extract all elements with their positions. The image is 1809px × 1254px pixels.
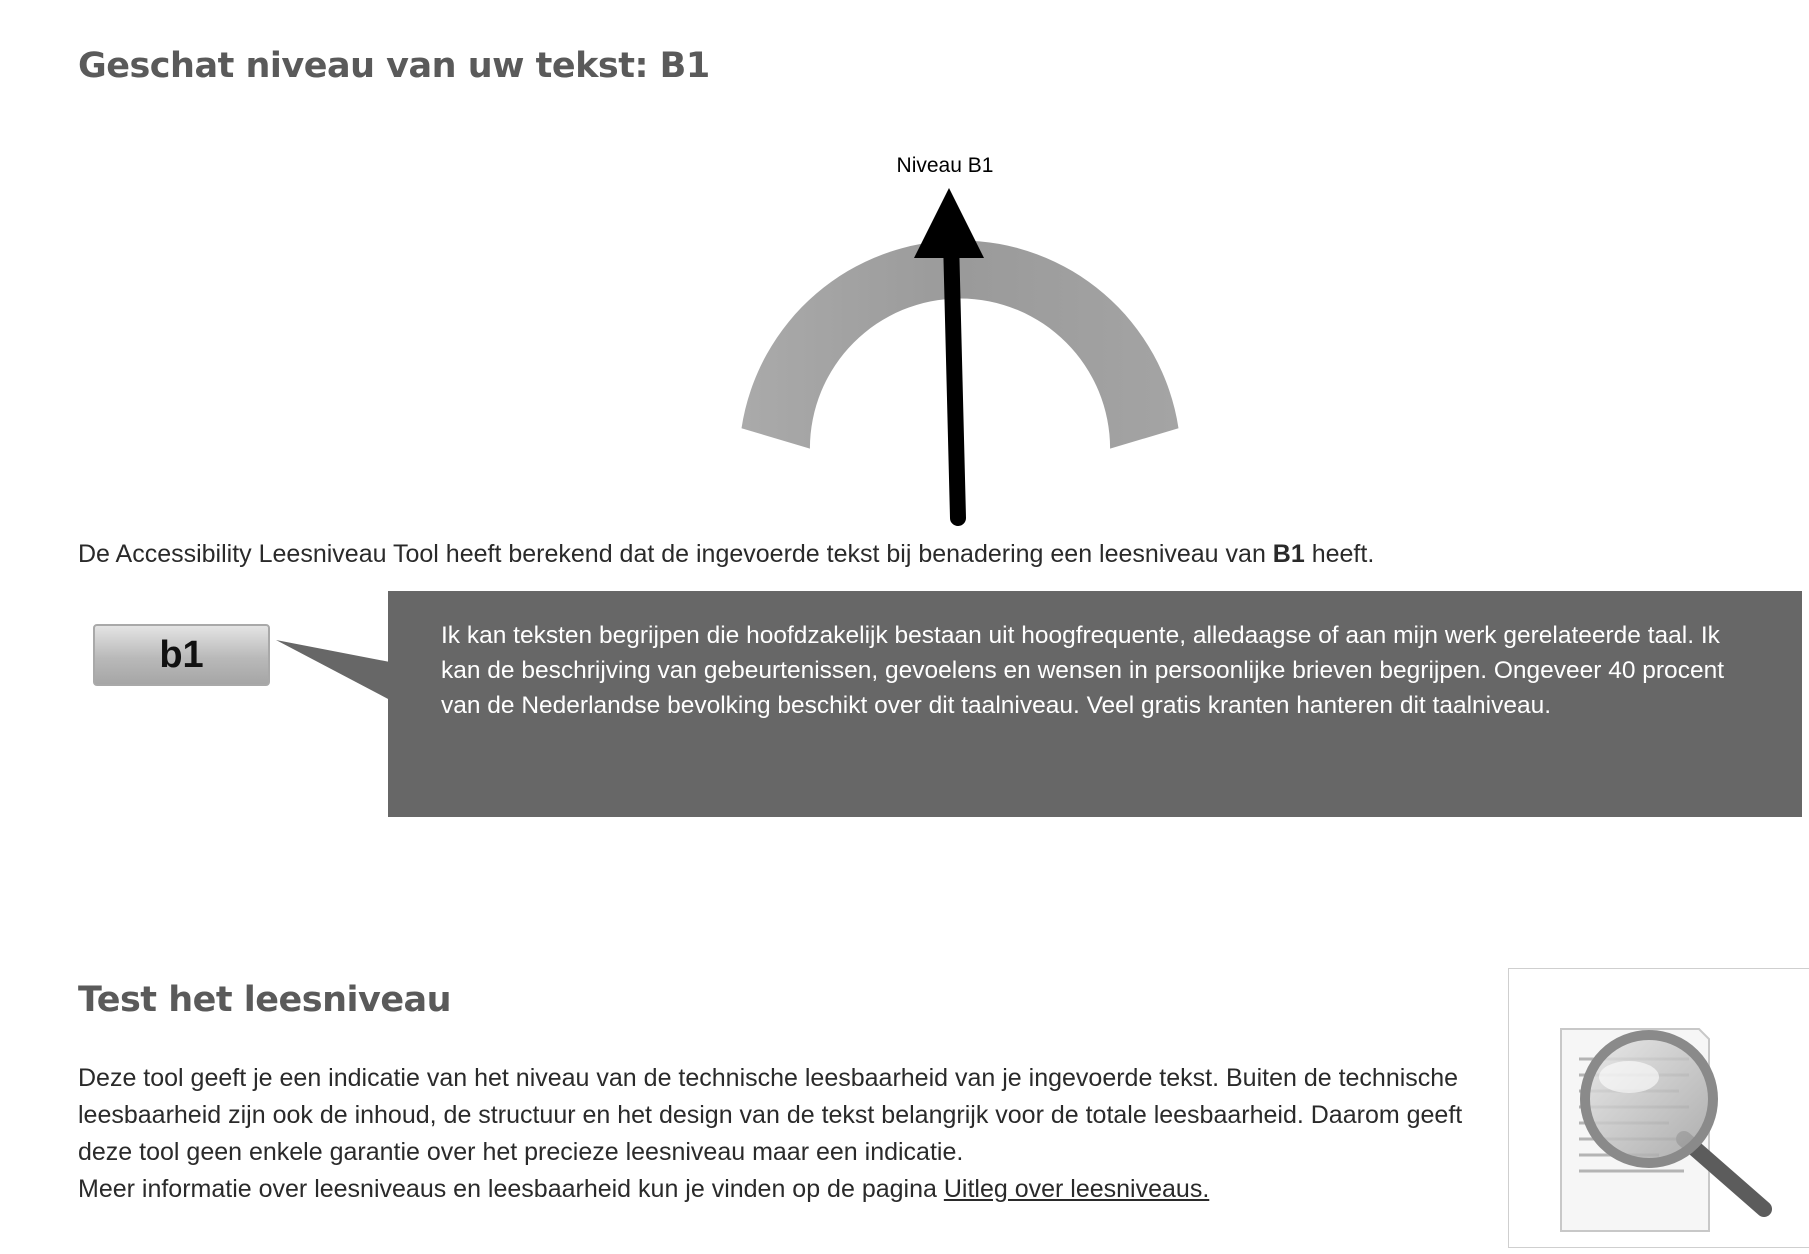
- result-level: B1: [1272, 540, 1305, 568]
- tool-image: [1508, 968, 1809, 1248]
- level-badge: b1: [93, 624, 270, 686]
- gauge-label: Niveau B1: [896, 154, 994, 177]
- magnifier-document-icon: [1509, 969, 1809, 1249]
- test-title: Test het leesniveau: [78, 980, 452, 1020]
- more-info-link[interactable]: Uitleg over leesniveaus.: [943, 1175, 1210, 1203]
- level-gauge: [700, 140, 1200, 540]
- more-info-text: Meer informatie over leesniveaus en leesbaarheid kun je vinden op de pagina: [78, 1175, 944, 1203]
- result-sentence-end: heeft.: [1304, 540, 1375, 568]
- level-description-text: Ik kan teksten begrijpen die hoofdzakelijk bestaan uit hoogfrequente, alledaagse of aan mijn werk gerelateerde taal. Ik kan de beschrijving van gebeurtenissen, gevoelens en wensen in persoonlijke brieven begrijpen. Ongeveer 40 procent van de Nederlandse bevolking beschikt over dit taalniveau. Veel gratis kranten hanteren dit taalniveau.: [441, 622, 1724, 719]
- level-description: [388, 591, 1802, 817]
- arrow-up-icon: [914, 188, 984, 518]
- result-sentence-start: De Accessibility Leesniveau Tool heeft berekend dat de ingevoerde tekst bij benadering een leesniveau van: [78, 540, 1273, 568]
- result-sentence: [78, 540, 1778, 569]
- result-title: Geschat niveau van uw tekst: B1: [78, 46, 710, 86]
- intro-text: [78, 1060, 1478, 1208]
- intro-paragraph: Deze tool geeft je een indicatie van het niveau van de technische leesbaarheid van je ingevoerde tekst. Buiten de technische leesbaarheid zijn ook de inhoud, de structuur en het design van de tekst belangrijk voor de totale leesbaarheid. Daarom geeft deze tool geen enkele garantie over het precieze leesniveau maar een indicatie.: [78, 1064, 1463, 1166]
- bubble-pointer: [270, 620, 390, 710]
